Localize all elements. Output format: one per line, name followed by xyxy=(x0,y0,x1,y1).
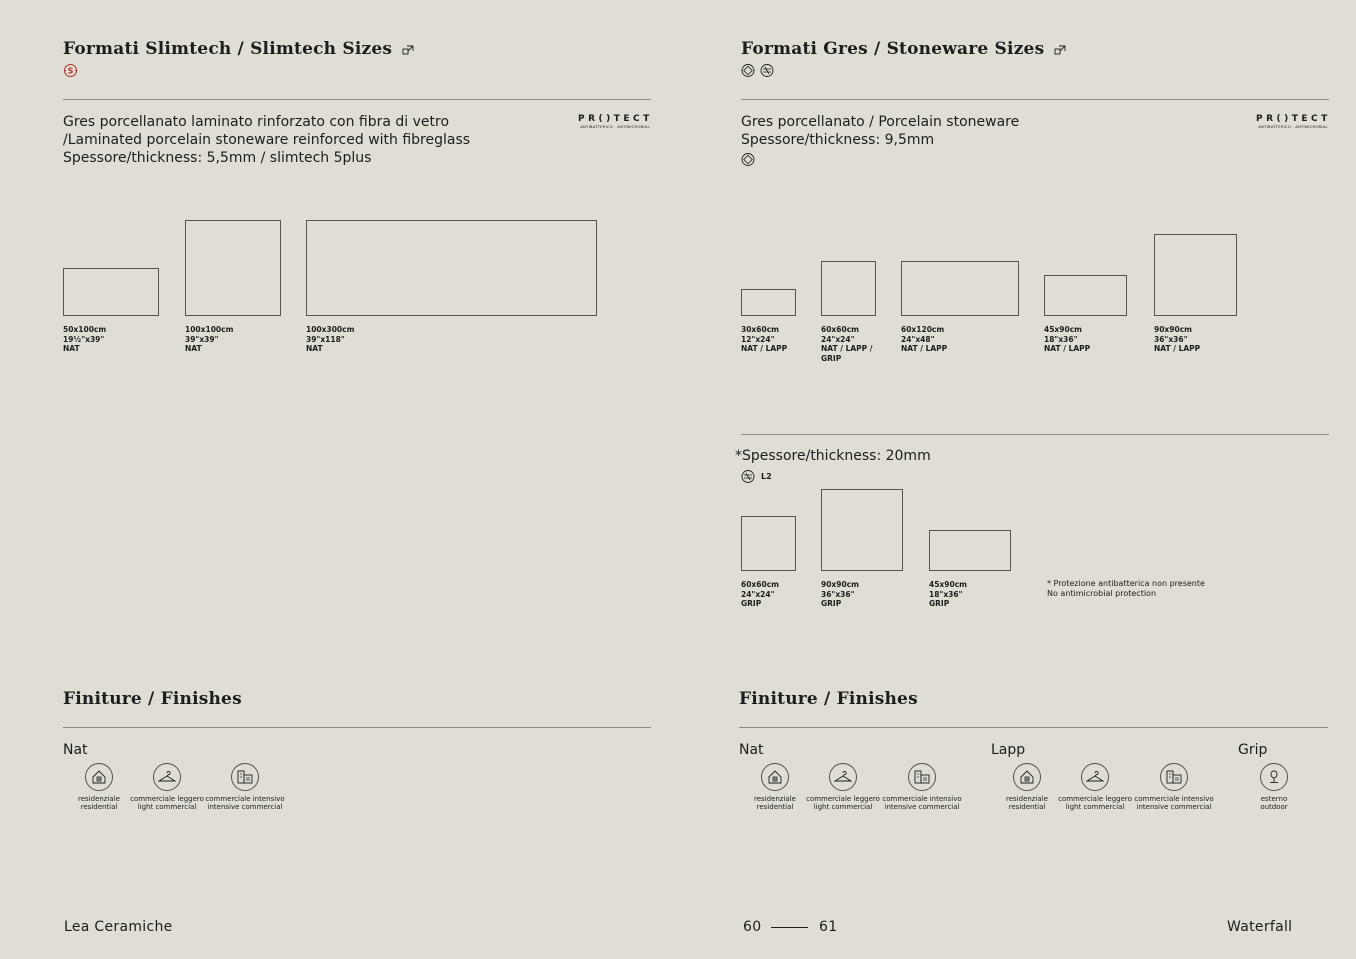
right-intro xyxy=(741,113,1019,149)
size-cm: 60x60cm xyxy=(821,325,859,334)
size-cm: 50x100cm xyxy=(63,325,107,334)
size-caption xyxy=(741,325,787,354)
house-icon xyxy=(1019,769,1035,785)
protect-subtitle: ANTIBATTERICO · ANTIMICROBIAL xyxy=(1258,124,1328,129)
use-label-en: residential xyxy=(1008,803,1046,811)
tile-45x90 xyxy=(1044,275,1127,316)
use-outdoor xyxy=(1229,763,1319,811)
left-page-title xyxy=(63,39,414,59)
use-label-it: commerciale intensivo xyxy=(205,795,285,803)
right-title-text: Formati Gres / Stoneware Sizes xyxy=(741,39,1045,59)
left-intro-line: Spessore/thickness: 5,5mm / slimtech 5plus xyxy=(63,150,372,166)
size-finish: NAT / LAPP xyxy=(1154,344,1201,353)
thick-badge-icon xyxy=(741,469,756,484)
use-label-en: light commercial xyxy=(813,803,873,811)
use-label-it: residenziale xyxy=(1006,795,1048,803)
left-finishes-rule xyxy=(63,727,651,728)
protect-subtitle: ANTIBATTERICO · ANTIMICROBIAL xyxy=(580,124,650,129)
tile-50x100 xyxy=(63,268,159,316)
size-inch: 36"x36" xyxy=(821,589,855,599)
size-cm: 60x120cm xyxy=(901,325,945,334)
building-icon xyxy=(236,769,254,785)
size-finish: NAT xyxy=(63,344,80,353)
size-inch: 39"x39" xyxy=(185,334,219,344)
tile-90x90 xyxy=(1154,234,1237,316)
size-finish: NAT xyxy=(306,344,323,353)
hanger-icon xyxy=(834,770,852,784)
finish-label-nat: Nat xyxy=(739,742,764,758)
thick-tile-90x90 xyxy=(821,489,903,571)
use-label-en: light commercial xyxy=(1065,803,1125,811)
left-header-rule xyxy=(63,99,651,100)
finish-label-grip: Grip xyxy=(1238,742,1268,758)
tile-100x100 xyxy=(185,220,281,316)
use-label-en: intensive commercial xyxy=(207,803,283,811)
size-finish: GRIP xyxy=(821,353,842,363)
footer-brand: Lea Ceramiche xyxy=(64,919,173,935)
hanger-icon xyxy=(158,770,176,784)
size-cm: 90x90cm xyxy=(1154,325,1192,334)
use-light-commercial xyxy=(1050,763,1140,811)
size-inch: 18"x36" xyxy=(1044,334,1078,344)
building-icon xyxy=(1165,769,1183,785)
left-finishes-title: Finiture / Finishes xyxy=(63,689,242,709)
size-cm: 45x90cm xyxy=(929,580,967,589)
use-label-en: residential xyxy=(756,803,794,811)
use-intensive-commercial xyxy=(1129,763,1219,811)
use-label-en: light commercial xyxy=(137,803,197,811)
slimtech-badge-icon xyxy=(63,63,78,78)
thick-badge-label: L2 xyxy=(761,472,772,481)
antimicrobial-note xyxy=(1047,579,1205,599)
left-intro xyxy=(63,113,470,167)
finish-label-nat: Nat xyxy=(63,742,88,758)
use-label-en: intensive commercial xyxy=(884,803,960,811)
use-label-it: commerciale leggero xyxy=(130,795,204,803)
left-intro-line: Gres porcellanato laminato rinforzato con fibra di vetro xyxy=(63,114,450,130)
size-finish: NAT / LAPP xyxy=(901,344,948,353)
size-cm: 90x90cm xyxy=(821,580,859,589)
use-label-en: intensive commercial xyxy=(1136,803,1212,811)
right-finishes-title: Finiture / Finishes xyxy=(739,689,918,709)
size-finish: NAT / LAPP / xyxy=(821,344,873,353)
size-inch: 36"x36" xyxy=(1154,334,1188,344)
size-caption xyxy=(1154,325,1200,354)
stoneware-badges xyxy=(741,63,775,78)
size-inch: 24"x24" xyxy=(821,334,855,344)
left-protect-logo xyxy=(578,114,652,129)
size-inch: 39"x118" xyxy=(306,334,345,344)
note-line: No antimicrobial protection xyxy=(1047,589,1157,598)
use-label-it: commerciale intensivo xyxy=(882,795,962,803)
right-header-rule xyxy=(741,99,1329,100)
size-caption xyxy=(929,580,967,609)
thick-tile-45x90 xyxy=(929,530,1011,571)
size-finish: GRIP xyxy=(929,599,950,608)
size-caption xyxy=(901,325,947,354)
size-finish: GRIP xyxy=(741,599,762,608)
right-finishes-rule xyxy=(739,727,1328,728)
size-inch: 18"x36" xyxy=(929,589,963,599)
page-number-divider xyxy=(771,927,808,928)
size-cm: 100x300cm xyxy=(306,325,355,334)
svg-text:S: S xyxy=(67,66,74,76)
use-label-it: esterno xyxy=(1260,795,1288,803)
hanger-icon xyxy=(1086,770,1104,784)
use-label-en: residential xyxy=(80,803,118,811)
use-label-it: residenziale xyxy=(754,795,796,803)
size-caption xyxy=(821,325,873,363)
use-label-it: commerciale intensivo xyxy=(1134,795,1214,803)
size-cm: 30x60cm xyxy=(741,325,779,334)
size-inch: 19½"x39" xyxy=(63,334,105,344)
size-caption xyxy=(741,580,779,609)
tile-100x300 xyxy=(306,220,597,316)
size-inch: 12"x24" xyxy=(741,334,775,344)
protect-brand: PR()TECT xyxy=(1256,114,1331,124)
size-inch: 24"x48" xyxy=(901,334,935,344)
size-finish: NAT / LAPP xyxy=(1044,344,1091,353)
house-icon xyxy=(767,769,783,785)
size-cm: 60x60cm xyxy=(741,580,779,589)
diamond-badge-icon xyxy=(741,152,756,167)
footer-collection: Waterfall xyxy=(1227,919,1293,935)
use-light-commercial xyxy=(122,763,212,811)
size-cm: 45x90cm xyxy=(1044,325,1082,334)
thick-section-rule xyxy=(741,434,1329,435)
use-intensive-commercial xyxy=(200,763,290,811)
thick-badge xyxy=(741,469,772,484)
tree-icon xyxy=(1267,769,1281,785)
right-protect-logo xyxy=(1256,114,1330,129)
use-label-it: commerciale leggero xyxy=(806,795,880,803)
tile-30x60 xyxy=(741,289,796,316)
size-caption xyxy=(63,325,106,354)
building-icon xyxy=(913,769,931,785)
size-finish: GRIP xyxy=(821,599,842,608)
tile-60x60 xyxy=(821,261,876,316)
thick-tile-60x60 xyxy=(741,516,796,571)
size-finish: NAT / LAPP xyxy=(741,344,788,353)
size-link-icon xyxy=(1054,45,1066,55)
finish-label-lapp: Lapp xyxy=(991,742,1026,758)
size-inch: 24"x24" xyxy=(741,589,775,599)
note-line: * Protezione antibatterica non presente xyxy=(1047,579,1205,588)
right-intro-line: Gres porcellanato / Porcelain stoneware xyxy=(741,114,1020,130)
size-caption xyxy=(821,580,859,609)
right-intro-line: Spessore/thickness: 9,5mm xyxy=(741,132,935,148)
use-label-en: outdoor xyxy=(1260,803,1288,811)
tile-60x120 xyxy=(901,261,1019,316)
size-caption xyxy=(306,325,354,354)
house-icon xyxy=(91,769,107,785)
size-link-icon xyxy=(402,45,414,55)
thick-badge-icon xyxy=(761,65,773,77)
size-cm: 100x100cm xyxy=(185,325,234,334)
page-number-right: 61 xyxy=(819,919,838,935)
size-caption xyxy=(185,325,233,354)
use-label-it: residenziale xyxy=(78,795,120,803)
use-intensive-commercial xyxy=(877,763,967,811)
left-intro-line: /Laminated porcelain stoneware reinforced with fibreglass xyxy=(63,132,471,148)
right-page-title xyxy=(741,39,1066,59)
diamond-badge-icon xyxy=(742,65,754,77)
protect-brand: PR()TECT xyxy=(578,114,653,124)
size-caption xyxy=(1044,325,1090,354)
left-title-text: Formati Slimtech / Slimtech Sizes xyxy=(63,39,393,59)
use-light-commercial xyxy=(798,763,888,811)
use-label-it: commerciale leggero xyxy=(1058,795,1132,803)
thick-section-title: *Spessore/thickness: 20mm xyxy=(735,448,931,464)
page-number-left: 60 xyxy=(743,919,762,935)
size-finish: NAT xyxy=(185,344,202,353)
